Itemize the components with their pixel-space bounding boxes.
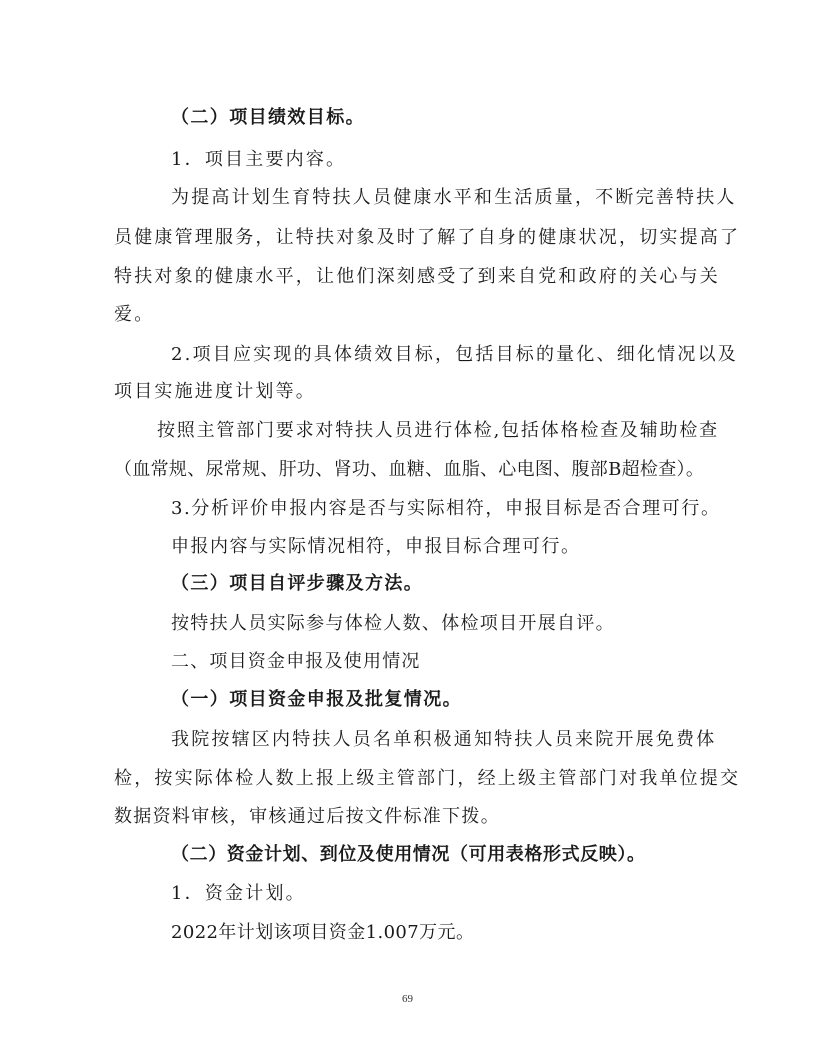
subheading-funds-plan: 1．资金计划。: [171, 883, 306, 904]
subheading-main-content: 1．项目主要内容。: [171, 149, 347, 170]
paragraph-line: 特扶对象的健康水平，让他们深刻感受了到来自党和政府的关心与关: [114, 266, 720, 287]
paragraph-line: 员健康管理服务，让特扶对象及时了解了自身的健康状况，切实提高了: [114, 227, 741, 248]
paragraph-line: 数据资料审核，审核通过后按文件标准下拨。: [114, 806, 500, 827]
paragraph-line: 爱。: [114, 304, 155, 325]
subheading-evaluation: 3.分析评价申报内容是否与实际相符，申报目标是否合理可行。: [171, 498, 721, 519]
paragraph-line: 申报内容与实际情况相符，申报目标合理可行。: [171, 536, 581, 557]
paragraph-line: 按特扶人员实际参与体检人数、体检项目开展自评。: [171, 613, 615, 634]
paragraph-line: （血常规、尿常规、肝功、肾功、血糖、血脂、心电图、腹部B超检查）。: [114, 459, 705, 480]
section-heading-self-evaluation: （三）项目自评步骤及方法。: [171, 573, 424, 594]
paragraph-line: 2.项目应实现的具体绩效目标，包括目标的量化、细化情况以及: [171, 344, 738, 365]
paragraph-line: 我院按辖区内特扶人员名单积极通知特扶人员来院开展免费体: [171, 729, 717, 750]
paragraph-line: 检，按实际体检人数上报上级主管部门，经上级主管部门对我单位提交: [114, 768, 741, 789]
paragraph-line: 按照主管部门要求对特扶人员进行体检,包括体格检查及辅助检查: [157, 420, 719, 441]
section-heading-performance-goals: （二）项目绩效目标。: [171, 107, 365, 128]
paragraph-line: 项目实施进度计划等。: [114, 381, 316, 402]
chapter-heading-funds: 二、项目资金申报及使用情况: [171, 651, 421, 672]
section-heading-funds-plan: （二）资金计划、到位及使用情况（可用表格形式反映）。: [171, 844, 646, 865]
page-number: 69: [402, 993, 413, 1005]
section-heading-funds-application: （一）项目资金申报及批复情况。: [171, 689, 462, 710]
paragraph-line: 2022年计划该项目资金1.007万元。: [171, 922, 475, 943]
paragraph-line: 为提高计划生育特扶人员健康水平和生活质量，不断完善特扶人: [171, 187, 737, 208]
